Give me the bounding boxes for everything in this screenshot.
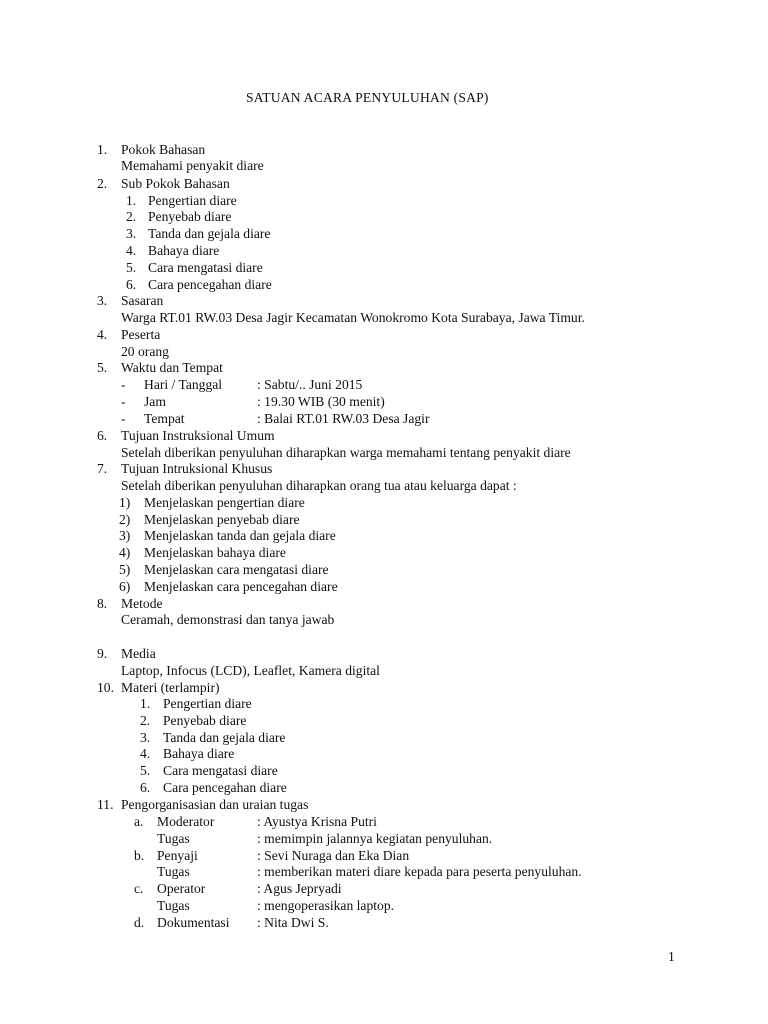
section-heading: Pokok Bahasan: [121, 142, 206, 157]
section-heading: Sasaran: [121, 293, 164, 308]
detail-dash: -: [121, 394, 126, 409]
list-item: Menjelaskan tanda dan gejala diare: [144, 528, 336, 543]
section-heading: Materi (terlampir): [121, 680, 220, 695]
list-item: Cara pencegahan diare: [148, 277, 272, 292]
page-title: SATUAN ACARA PENYULUHAN (SAP): [246, 90, 489, 105]
role-letter: b.: [134, 848, 145, 863]
section-body: Memahami penyakit diare: [121, 158, 264, 173]
role-letter: c.: [134, 881, 144, 896]
list-item: Cara mengatasi diare: [163, 763, 278, 778]
list-item-number: 3.: [126, 226, 137, 241]
section-heading: Tujuan Instruksional Umum: [121, 428, 275, 443]
list-item: Bahaya diare: [148, 243, 220, 258]
list-item-number: 6.: [126, 277, 137, 292]
list-item-number: 6.: [140, 780, 151, 795]
list-item-number: 2): [119, 512, 131, 527]
task-value: : memimpin jalannya kegiatan penyuluhan.: [257, 831, 493, 846]
task-label: Tugas: [157, 864, 190, 879]
list-item-number: 2.: [126, 209, 137, 224]
detail-label: Tempat: [144, 411, 185, 426]
list-item-number: 4.: [140, 746, 151, 761]
section-body: Warga RT.01 RW.03 Desa Jagir Kecamatan Wonokromo Kota Surabaya, Jawa Timur.: [121, 310, 585, 325]
detail-dash: -: [121, 377, 126, 392]
detail-label: Hari / Tanggal: [144, 377, 223, 392]
section-body: Setelah diberikan penyuluhan diharapkan orang tua atau keluarga dapat :: [121, 478, 517, 493]
section-number: 6.: [97, 428, 108, 443]
list-item-number: 1.: [140, 696, 151, 711]
role-letter: d.: [134, 915, 145, 930]
list-item: Menjelaskan cara pencegahan diare: [144, 579, 338, 594]
list-item: Menjelaskan bahaya diare: [144, 545, 286, 560]
list-item-number: 1.: [126, 193, 137, 208]
role-value: : Agus Jepryadi: [257, 881, 342, 896]
section-number: 3.: [97, 293, 108, 308]
section-heading: Media: [121, 646, 156, 661]
list-item-number: 4): [119, 545, 131, 560]
section-number: 5.: [97, 360, 108, 375]
section-number: 1.: [97, 142, 108, 157]
list-item-number: 2.: [140, 713, 151, 728]
role-letter: a.: [134, 814, 144, 829]
list-item-number: 5): [119, 562, 131, 577]
list-item-number: 3): [119, 528, 131, 543]
role-label: Penyaji: [157, 848, 198, 863]
list-item: Penyebab diare: [148, 209, 232, 224]
list-item: Menjelaskan cara mengatasi diare: [144, 562, 329, 577]
section-number: 2.: [97, 176, 108, 191]
list-item: Tanda dan gejala diare: [148, 226, 271, 241]
role-label: Moderator: [157, 814, 215, 829]
list-item: Penyebab diare: [163, 713, 247, 728]
task-value: : memberikan materi diare kepada para peserta penyuluhan.: [257, 864, 582, 879]
list-item-number: 6): [119, 579, 131, 594]
section-heading: Tujuan Intruksional Khusus: [121, 461, 273, 476]
task-label: Tugas: [157, 831, 190, 846]
section-heading: Peserta: [121, 327, 161, 342]
section-number: 9.: [97, 646, 108, 661]
list-item: Menjelaskan penyebab diare: [144, 512, 300, 527]
role-label: Dokumentasi: [157, 915, 230, 930]
list-item-number: 4.: [126, 243, 137, 258]
list-item: Pengertian diare: [148, 193, 237, 208]
list-item: Cara mengatasi diare: [148, 260, 263, 275]
section-body: Setelah diberikan penyuluhan diharapkan warga memahami tentang penyakit diare: [121, 445, 571, 460]
list-item: Pengertian diare: [163, 696, 252, 711]
section-number: 7.: [97, 461, 108, 476]
detail-value: : Sabtu/.. Juni 2015: [257, 377, 363, 392]
role-value: : Ayustya Krisna Putri: [257, 814, 377, 829]
role-label: Operator: [157, 881, 206, 896]
section-number: 4.: [97, 327, 108, 342]
list-item: Bahaya diare: [163, 746, 235, 761]
section-heading: Waktu dan Tempat: [121, 360, 223, 375]
list-item: Menjelaskan pengertian diare: [144, 495, 305, 510]
role-value: : Nita Dwi S.: [257, 915, 329, 930]
section-heading: Pengorganisasian dan uraian tugas: [121, 797, 309, 812]
role-value: : Sevi Nuraga dan Eka Dian: [257, 848, 410, 863]
section-body: Ceramah, demonstrasi dan tanya jawab: [121, 612, 335, 627]
section-heading: Metode: [121, 596, 163, 611]
detail-value: : Balai RT.01 RW.03 Desa Jagir: [257, 411, 430, 426]
list-item: Cara pencegahan diare: [163, 780, 287, 795]
page-number: 1: [668, 949, 675, 964]
section-number: 11.: [97, 797, 114, 812]
detail-label: Jam: [144, 394, 166, 409]
section-number: 10.: [97, 680, 114, 695]
section-heading: Sub Pokok Bahasan: [121, 176, 230, 191]
section-number: 8.: [97, 596, 108, 611]
list-item-number: 5.: [140, 763, 151, 778]
list-item-number: 3.: [140, 730, 151, 745]
detail-value: : 19.30 WIB (30 menit): [257, 394, 385, 409]
list-item-number: 1): [119, 495, 131, 510]
detail-dash: -: [121, 411, 126, 426]
section-body: Laptop, Infocus (LCD), Leaflet, Kamera digital: [121, 663, 380, 678]
list-item: Tanda dan gejala diare: [163, 730, 286, 745]
section-body: 20 orang: [121, 344, 169, 359]
list-item-number: 5.: [126, 260, 137, 275]
task-label: Tugas: [157, 898, 190, 913]
task-value: : mengoperasikan laptop.: [257, 898, 395, 913]
